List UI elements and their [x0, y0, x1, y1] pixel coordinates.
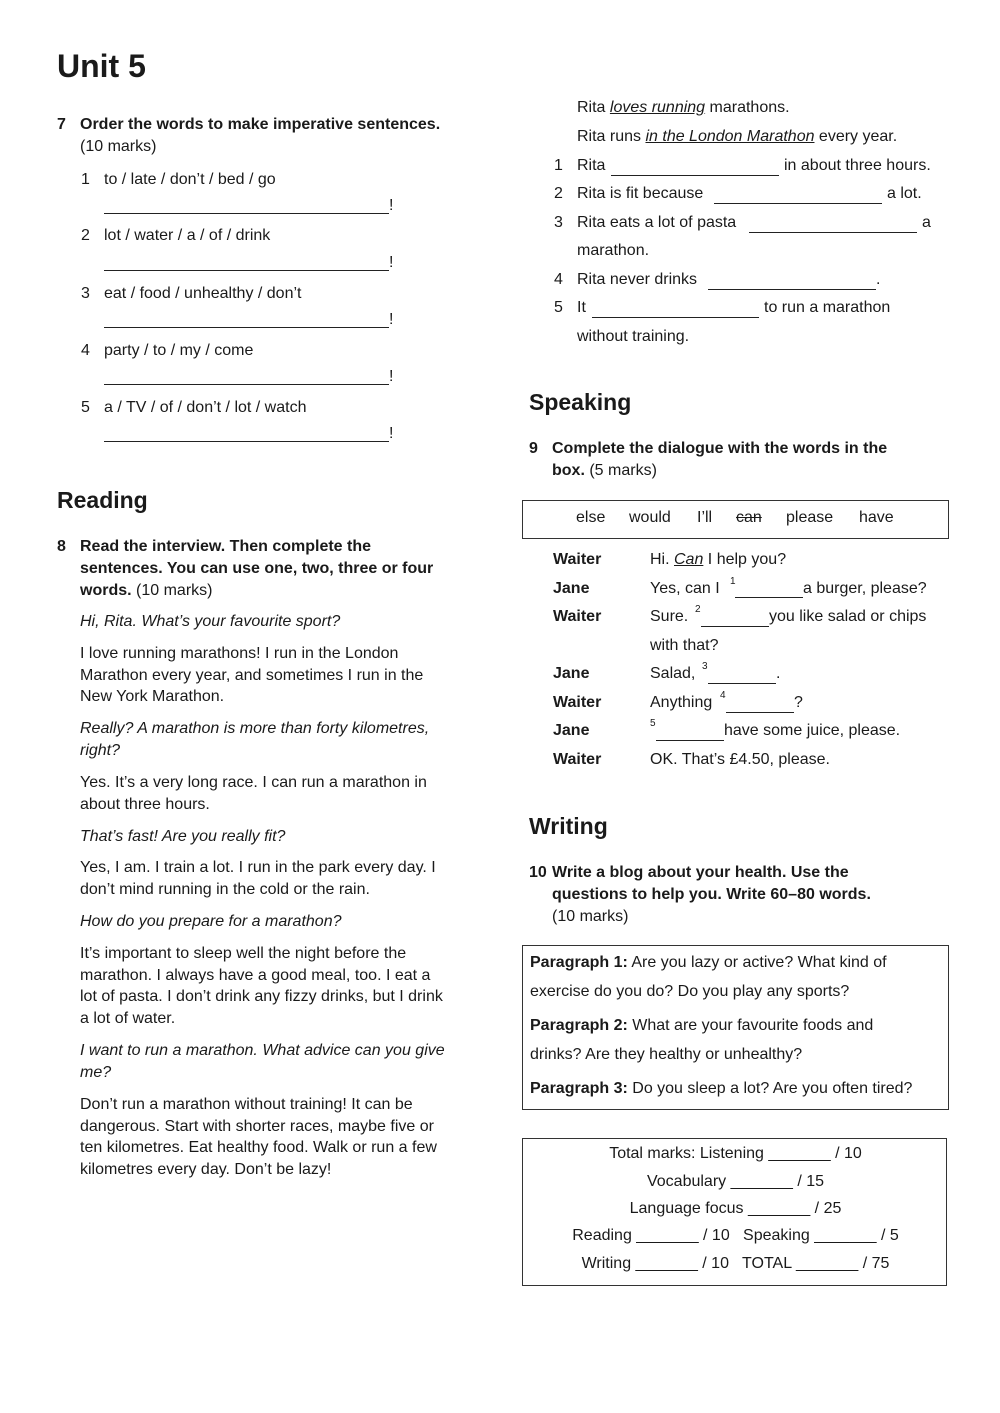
interview-answer	[80, 772, 427, 815]
answer-blank[interactable]	[104, 327, 389, 328]
prompt-text: exercise do you do? Do you play any sports?	[530, 983, 850, 1000]
ex7-title: Order the words to make imperative sentences.	[80, 116, 441, 133]
interview-answer	[80, 943, 443, 1029]
item-number: 5	[554, 299, 563, 316]
example-answer: Can	[674, 551, 704, 568]
item-words: eat / food / unhealthy / don’t	[104, 285, 302, 302]
dialogue-text: Salad,	[650, 665, 696, 682]
interview-question: That’s fast! Are you really fit?	[80, 828, 286, 845]
item-text: Rita never drinks	[577, 271, 698, 288]
example-text: Rita runs	[577, 128, 646, 145]
text-line: ten kilometres. Eat healthy food. Walk or run a few	[80, 1139, 437, 1156]
dialogue-text: .	[776, 665, 781, 682]
answer-blank[interactable]	[735, 597, 803, 598]
paragraph-label: Paragraph 1:	[530, 954, 628, 971]
ex9-title-line: box.	[552, 462, 585, 479]
speaker-label: Waiter	[553, 751, 602, 768]
item-number: 3	[81, 285, 90, 302]
word-box-word: please	[786, 509, 834, 526]
total-line: Vocabulary _______ / 15	[646, 1173, 825, 1190]
prompt-text: Do you sleep a lot? Are you often tired?	[627, 1080, 913, 1097]
speaker-label: Waiter	[553, 608, 602, 625]
ex10-number: 10	[529, 864, 547, 881]
unit-title: Unit 5	[57, 48, 146, 84]
ex8-example-1	[577, 99, 790, 117]
text-line: lot of pasta. I don’t drink any fizzy drinks, but I drink	[80, 988, 443, 1005]
text-line: right?	[80, 741, 121, 759]
ex8-marks: (10 marks)	[136, 582, 213, 599]
example-text: every year.	[814, 128, 898, 145]
ex9-number: 9	[529, 440, 538, 457]
text-line: dangerous. Start with shorter races, maybe five or	[80, 1117, 434, 1135]
word-box-word: I’ll	[697, 509, 713, 526]
item-text: a	[922, 214, 931, 231]
dialogue-text: Sure.	[650, 608, 689, 625]
text-line: Yes, I am. I train a lot. I run in the park every day. I	[80, 859, 436, 876]
dialogue-text: OK. That’s £4.50, please.	[650, 751, 830, 768]
speaker-label: Jane	[553, 722, 590, 739]
item-number: 2	[554, 185, 563, 202]
word-box-word: have	[859, 509, 894, 526]
ex8-title-line: words.	[80, 582, 132, 599]
item-text: a lot.	[887, 185, 922, 202]
dialogue-text: I help you?	[703, 551, 787, 568]
item-number: 3	[554, 214, 563, 231]
example-answer: loves running	[609, 99, 706, 116]
dialogue-text: Yes, can I	[650, 580, 720, 597]
interview-answer	[80, 1094, 437, 1180]
word-box	[522, 500, 949, 539]
exclamation: !	[389, 311, 394, 328]
ex8-title-line: Read the interview. Then complete the	[80, 538, 372, 555]
total-line: Language focus _______ / 25	[629, 1200, 842, 1217]
text-line: Really? A marathon is more than forty kilometres,	[80, 720, 430, 737]
answer-blank[interactable]	[726, 712, 794, 713]
text-line: I love running marathons! I run in the London	[80, 645, 399, 662]
item-text: to run a marathon	[764, 299, 891, 316]
speaker-label: Jane	[553, 580, 590, 597]
answer-blank[interactable]	[611, 175, 779, 176]
answer-blank[interactable]	[708, 289, 876, 290]
answer-blank[interactable]	[714, 203, 882, 204]
text-line: marathon. I always have a good meal, too. I eat a	[80, 966, 431, 984]
item-text: Rita eats a lot of pasta	[577, 214, 737, 231]
item-number: 1	[554, 157, 563, 174]
item-text: in about three hours.	[784, 157, 931, 174]
item-number: 5	[81, 399, 90, 416]
answer-blank[interactable]	[749, 232, 917, 233]
text-line: I want to run a marathon. What advice can you give	[80, 1042, 445, 1059]
item-number: 2	[81, 227, 90, 244]
ex8-title-line: sentences. You can use one, two, three or four	[80, 560, 434, 577]
word-box-word: else	[576, 509, 606, 526]
example-answer: in the London Marathon	[645, 128, 815, 145]
word-box-word: would	[629, 509, 671, 526]
dialogue-text: ?	[794, 694, 803, 711]
text-line: don’t mind running in the cold or the rain.	[80, 880, 370, 898]
dialogue-text: Anything	[650, 694, 713, 711]
text-line: Don’t run a marathon without training! It can be	[80, 1096, 413, 1113]
item-number: 4	[81, 342, 90, 359]
dialogue-text: you like salad or chips	[769, 608, 927, 625]
text-line: New York Marathon.	[80, 688, 225, 705]
writing-heading: Writing	[529, 813, 608, 839]
dialogue-text: have some juice, please.	[724, 722, 901, 739]
speaker-label: Waiter	[553, 551, 602, 568]
prompt-text: What are your favourite foods and	[627, 1017, 874, 1034]
exclamation: !	[389, 368, 394, 385]
text-line: It’s important to sleep well the night before the	[80, 945, 407, 962]
interview-question: How do you prepare for a marathon?	[80, 913, 342, 930]
item-number: 4	[554, 271, 563, 288]
total-line: Reading _______ / 10 Speaking _______ / 5	[572, 1227, 899, 1244]
answer-blank[interactable]	[104, 213, 389, 214]
text-line: a lot of water.	[80, 1009, 176, 1027]
answer-blank[interactable]	[104, 441, 389, 442]
total-line: Total marks: Listening _______ / 10	[609, 1145, 862, 1162]
exclamation: !	[389, 254, 394, 271]
dialogue-text: with that?	[650, 637, 719, 654]
interview-answer	[80, 643, 423, 708]
item-text: without training.	[577, 328, 690, 345]
example-text: marathons.	[705, 99, 790, 116]
total-marks-box	[522, 1138, 947, 1286]
ex9-title-line: Complete the dialogue with the words in the	[552, 440, 888, 457]
dialogue-text: a burger, please?	[803, 580, 927, 597]
ex7-marks: (10 marks)	[80, 138, 157, 155]
exclamation: !	[389, 197, 394, 214]
speaker-label: Jane	[553, 665, 590, 682]
reading-heading: Reading	[57, 487, 148, 513]
text-line: Marathon every year, and sometimes I run in the	[80, 666, 424, 684]
writing-prompt-box	[522, 945, 949, 1110]
speaker-label: Waiter	[553, 694, 602, 711]
ex10-marks: (10 marks)	[552, 908, 629, 925]
interview-answer	[80, 857, 436, 900]
example-text: Rita	[577, 99, 610, 116]
interview-question	[80, 1040, 445, 1083]
answer-blank[interactable]	[708, 683, 776, 684]
prompt-text: Are you lazy or active? What kind of	[627, 954, 887, 971]
paragraph-label: Paragraph 2:	[530, 1017, 628, 1034]
item-words: party / to / my / come	[104, 342, 254, 359]
ex10-title-line: Write a blog about your health. Use the	[552, 864, 849, 881]
item-words: lot / water / a / of / drink	[104, 227, 271, 244]
text-line: about three hours.	[80, 795, 210, 813]
interview-question	[80, 718, 429, 761]
item-text: .	[876, 271, 881, 288]
text-line: me?	[80, 1063, 112, 1081]
paragraph-label: Paragraph 3:	[530, 1080, 628, 1097]
ex7-number: 7	[57, 116, 66, 133]
ex8-number: 8	[57, 538, 66, 555]
total-line: Writing _______ / 10 TOTAL _______ / 75	[581, 1255, 890, 1272]
item-words: to / late / don’t / bed / go	[104, 171, 276, 188]
prompt-text: drinks? Are they healthy or unhealthy?	[530, 1046, 803, 1063]
word-box-word-crossed: can	[736, 509, 762, 526]
item-number: 1	[81, 171, 90, 188]
ex8-example-2	[577, 128, 897, 146]
ex10-title-line: questions to help you. Write 60–80 words.	[552, 886, 871, 903]
ex9-marks: (5 marks)	[589, 462, 657, 479]
exclamation: !	[389, 425, 394, 442]
item-text: Rita is fit because	[577, 185, 704, 202]
answer-blank[interactable]	[104, 270, 389, 271]
item-text: It	[577, 299, 586, 316]
dialogue-text: Hi.	[650, 551, 674, 568]
answer-blank[interactable]	[104, 384, 389, 385]
answer-blank[interactable]	[701, 626, 769, 627]
interview-question: Hi, Rita. What’s your favourite sport?	[80, 613, 341, 630]
answer-blank[interactable]	[592, 317, 759, 318]
speaking-heading: Speaking	[529, 389, 632, 415]
text-line: kilometres every day. Don’t be lazy!	[80, 1160, 332, 1178]
item-text: Rita	[577, 157, 606, 174]
item-words: a / TV / of / don’t / lot / watch	[104, 399, 307, 416]
answer-blank[interactable]	[656, 740, 724, 741]
item-text: marathon.	[577, 242, 650, 259]
text-line: Yes. It’s a very long race. I can run a marathon in	[80, 774, 427, 791]
